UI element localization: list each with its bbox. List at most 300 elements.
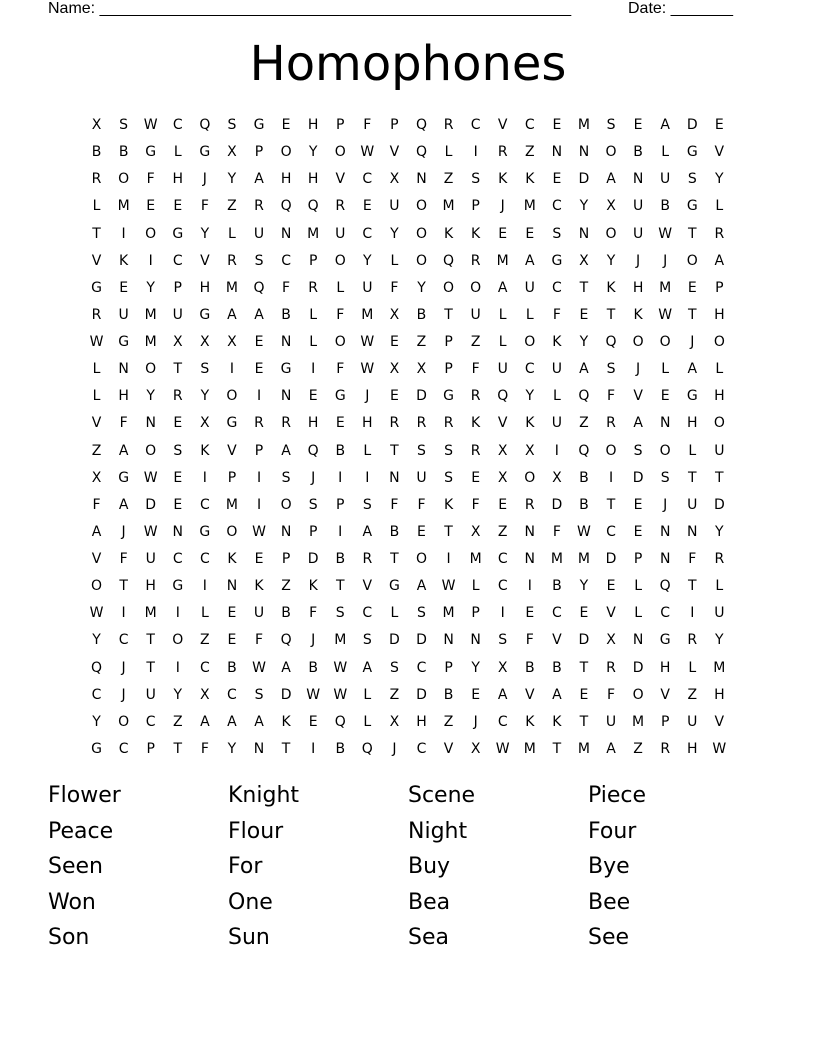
grid-letter: E [687,279,697,296]
grid-letter: M [523,198,536,215]
grid-letter: E [579,605,589,622]
grid-letter: M [334,632,347,649]
grid-letter: B [335,740,346,757]
grid-letter: V [552,632,562,649]
grid-letter: B [443,686,454,703]
grid-letter: E [714,117,724,133]
grid-letter: C [660,605,671,622]
grid-letter: M [307,225,320,242]
grid-letter: T [579,279,589,296]
grid-letter: G [686,198,698,215]
grid-letter: J [663,252,668,269]
grid-letter: Y [200,225,210,242]
grid-letter: E [498,496,508,513]
grid-letter: F [471,361,480,378]
grid-letter: U [362,279,373,296]
grid-letter: W [495,740,510,757]
grid-letter: N [659,415,671,432]
grid-letter: S [281,469,291,486]
grid-letter: W [333,686,348,703]
grid-letter: O [524,469,536,486]
grid-letter: I [446,551,451,567]
grid-letter: B [633,144,643,161]
grid-letter: N [145,415,156,432]
grid-letter: Z [443,713,454,730]
grid-letter: R [172,388,183,405]
grid-letter: T [579,659,589,676]
grid-letter: Y [363,252,372,269]
grid-letter: I [608,469,614,486]
grid-row [83,573,733,600]
grid-letter: W [143,117,158,133]
grid-letter: I [473,144,478,161]
grid-letter: P [444,659,453,676]
grid-letter: S [606,117,616,133]
grid-letter: Q [307,442,319,459]
grid-letter: O [415,252,427,269]
grid-letter: O [415,551,427,567]
grid-letter: H [714,306,725,323]
grid-letter: B [552,659,562,676]
grid-letter: O [713,415,725,432]
grid-letter: M [144,306,157,323]
grid-letter: R [660,740,671,757]
grid-letter: Y [579,578,589,595]
grid-letter: S [444,469,453,486]
grid-letter: H [686,415,698,432]
grid-letter: L [715,361,724,378]
grid-letter: V [606,605,616,622]
grid-row [83,275,733,302]
grid-letter: A [497,686,508,703]
grid-letter: O [632,334,644,350]
grid-letter: H [659,659,671,676]
grid-letter: O [605,442,617,459]
grid-letter: X [91,469,102,486]
grid-letter: X [470,740,481,757]
grid-letter: Z [281,578,291,595]
grid-letter: L [444,144,453,161]
grid-letter: W [143,469,158,486]
grid-letter: H [714,686,725,703]
grid-letter: C [118,740,129,757]
word-list-item: One [228,889,273,915]
grid-letter: R [91,306,102,323]
grid-letter: Q [280,198,292,215]
grid-letter: G [659,632,671,649]
grid-letter: W [89,605,104,622]
grid-letter: A [579,361,589,378]
grid-letter: U [551,361,562,378]
grid-letter: A [606,171,616,188]
grid-letter: X [227,144,237,161]
grid-letter: X [227,334,237,350]
grid-letter: I [148,252,153,269]
grid-letter: O [91,578,103,595]
grid-letter: N [226,578,238,595]
grid-letter: S [444,442,453,459]
grid-letter: S [173,442,183,459]
grid-letter: A [660,117,670,133]
grid-letter: S [308,496,318,513]
grid-letter: T [390,551,399,567]
grid-letter: T [390,442,399,459]
grid-letter: K [633,306,643,323]
grid-letter: Q [199,117,211,133]
grid-letter: H [118,388,129,405]
grid-letter: L [634,605,642,622]
grid-letter: H [307,117,319,133]
grid-letter: T [687,225,697,242]
grid-letter: V [714,713,725,730]
grid-letter: A [254,713,264,730]
grid-letter: F [200,198,209,215]
grid-row [83,438,733,465]
grid-letter: I [500,605,505,622]
grid-letter: P [660,713,670,730]
grid-letter: G [172,225,184,242]
grid-letter: W [306,686,321,703]
grid-row [83,546,733,573]
grid-letter: P [715,279,724,296]
grid-letter: A [254,306,264,323]
grid-letter: N [280,523,292,540]
grid-letter: J [311,469,316,486]
grid-letter: I [338,469,343,486]
grid-letter: S [254,686,264,703]
grid-letter: U [145,686,156,703]
grid-letter: B [308,659,318,676]
grid-letter: L [200,605,209,622]
page-title: Homophones [249,36,567,92]
grid-letter: O [334,334,346,350]
grid-letter: E [633,117,643,133]
grid-letter: T [173,361,183,378]
grid-letter: L [525,306,534,323]
grid-letter: M [225,496,238,513]
grid-letter: D [632,469,644,486]
grid-letter: S [417,442,426,459]
grid-letter: S [362,496,372,513]
grid-letter: I [311,740,316,757]
grid-letter: I [554,442,559,459]
grid-letter: B [416,306,427,323]
grid-letter: A [362,523,373,540]
grid-letter: E [552,171,562,188]
grid-letter: X [416,361,427,378]
grid-letter: F [552,306,561,323]
grid-letter: R [606,415,616,432]
grid-letter: B [227,659,237,676]
grid-letter: Y [146,388,155,405]
grid-letter: K [119,252,129,269]
grid-letter: A [416,578,427,595]
grid-letter: B [579,469,589,486]
grid-letter: E [552,117,562,133]
grid-letter: L [309,334,318,350]
grid-letter: A [525,252,535,269]
grid-letter: A [606,740,616,757]
grid-letter: P [444,334,453,350]
grid-letter: E [389,388,399,405]
grid-letter: R [227,252,237,269]
grid-letter: D [632,659,644,676]
grid-letter: N [389,469,400,486]
grid-letter: Q [578,388,590,405]
grid-letter: S [417,605,426,622]
grid-letter: N [578,225,590,242]
grid-letter: M [117,198,130,215]
grid-letter: G [280,361,292,378]
grid-letter: G [686,388,698,405]
grid-letter: F [417,496,426,513]
grid-letter: W [360,144,375,161]
word-list-item: Buy [408,854,451,879]
grid-letter: D [280,686,292,703]
grid-letter: E [119,279,129,296]
grid-letter: Z [227,198,237,215]
grid-letter: Z [497,523,508,540]
grid-letter: B [524,659,535,676]
grid-letter: O [118,713,130,730]
grid-letter: D [686,117,698,133]
grid-letter: F [200,740,209,757]
grid-letter: W [252,659,266,676]
grid-letter: D [605,551,617,567]
grid-row [83,627,733,654]
grid-letter: J [311,632,316,649]
grid-letter: M [632,713,645,730]
grid-letter: L [390,605,399,622]
grid-letter: U [497,361,508,378]
grid-letter: J [392,740,397,757]
grid-letter: W [360,334,375,350]
grid-letter: S [254,252,264,269]
grid-letter: E [525,605,535,622]
grid-letter: J [473,713,478,730]
grid-letter: K [606,279,616,296]
grid-letter: N [659,523,671,540]
grid-letter: K [281,713,291,730]
grid-letter: G [443,388,454,405]
grid-letter: R [443,117,454,133]
grid-letter: L [173,144,182,161]
grid-letter: U [416,469,427,486]
grid-letter: Z [443,171,454,188]
grid-letter: V [443,740,454,757]
grid-letter: Q [415,144,427,161]
grid-letter: T [606,496,616,513]
grid-letter: I [338,523,343,540]
grid-row [83,383,733,410]
grid-letter: V [714,144,725,161]
grid-letter: O [280,144,292,161]
grid-letter: C [362,225,373,242]
grid-letter: L [661,361,670,378]
grid-letter: E [173,198,183,215]
grid-letter: Q [497,388,509,405]
grid-letter: T [687,578,697,595]
grid-letter: K [552,334,562,350]
grid-letter: T [552,740,562,757]
grid-letter: D [578,171,590,188]
grid-letter: M [225,279,238,296]
grid-letter: L [92,361,101,378]
date-field-label: Date: _______ [628,0,733,17]
grid-letter: K [525,415,535,432]
grid-letter: B [660,198,670,215]
grid-letter: K [308,578,318,595]
grid-letter: L [715,198,724,215]
grid-letter: S [471,171,481,188]
grid-letter: Q [578,442,590,459]
grid-letter: D [713,496,725,513]
grid-letter: O [632,686,644,703]
grid-letter: L [715,578,724,595]
grid-letter: U [389,198,400,215]
grid-letter: F [119,415,128,432]
grid-letter: I [690,605,695,622]
grid-letter: G [334,388,346,405]
grid-row [83,492,733,519]
grid-letter: V [497,117,508,133]
grid-letter: E [362,198,372,215]
grid-letter: A [254,171,264,188]
grid-letter: O [118,171,130,188]
grid-letter: I [202,469,207,486]
grid-letter: M [144,605,157,622]
grid-letter: C [172,117,183,133]
grid-letter: X [389,361,400,378]
grid-letter: B [91,144,102,161]
letter-grid [83,112,733,762]
grid-letter: Y [308,144,318,161]
grid-letter: D [578,632,590,649]
grid-letter: D [145,496,157,513]
grid-letter: C [118,632,129,649]
grid-letter: C [524,361,535,378]
grid-letter: O [713,334,725,350]
grid-letter: V [389,144,400,161]
grid-letter: B [118,144,129,161]
grid-letter: Q [91,659,103,676]
grid-row [83,248,733,275]
grid-letter: U [687,496,698,513]
grid-letter: U [335,225,346,242]
grid-letter: M [361,306,374,323]
grid-letter: H [362,415,373,432]
grid-letter: C [145,713,156,730]
grid-letter: R [470,252,481,269]
grid-letter: L [228,225,236,242]
grid-letter: G [686,144,698,161]
grid-letter: Y [417,279,426,296]
grid-letter: C [362,605,373,622]
grid-letter: Y [715,632,724,649]
grid-row [83,709,733,736]
grid-letter: N [524,523,536,540]
grid-letter: F [282,279,291,296]
grid-letter: A [714,252,725,269]
grid-letter: O [145,361,157,378]
grid-letter: J [636,252,641,269]
grid-letter: D [389,632,400,649]
grid-letter: C [362,171,373,188]
grid-letter: A [227,306,237,323]
grid-letter: M [577,551,590,567]
grid-letter: X [389,306,400,323]
grid-letter: M [442,198,455,215]
grid-letter: B [281,605,291,622]
word-list-item: Bea [408,889,451,915]
grid-letter: U [714,605,725,622]
grid-letter: Y [579,198,589,215]
grid-letter: Z [389,686,400,703]
grid-letter: Q [361,740,373,757]
grid-letter: G [145,144,157,161]
grid-letter: E [389,334,399,350]
grid-letter: C [551,279,562,296]
grid-letter: R [443,415,454,432]
grid-letter: V [91,415,102,432]
grid-row [83,356,733,383]
grid-letter: N [118,361,129,378]
grid-letter: S [119,117,129,133]
grid-letter: I [311,361,316,378]
grid-letter: I [229,361,234,378]
grid-letter: S [335,605,345,622]
grid-letter: S [633,442,643,459]
grid-letter: L [92,388,101,405]
grid-letter: Q [659,578,671,595]
grid-letter: Z [579,415,589,432]
grid-row [83,112,733,139]
grid-letter: M [713,659,726,676]
grid-letter: L [336,279,345,296]
worksheet-header [48,0,748,22]
grid-letter: Z [470,334,481,350]
grid-letter: A [552,686,562,703]
word-list-item: Night [408,818,468,844]
grid-letter: E [173,469,183,486]
grid-letter: T [281,740,291,757]
grid-letter: I [202,578,207,595]
grid-letter: X [497,442,508,459]
grid-letter: X [524,442,535,459]
grid-letter: S [660,469,670,486]
grid-letter: P [146,740,155,757]
word-list-item: Peace [48,818,114,844]
grid-letter: B [335,551,346,567]
grid-letter: O [659,334,671,350]
grid-letter: P [254,442,264,459]
grid-letter: F [119,551,128,567]
grid-letter: H [307,415,319,432]
grid-letter: J [202,171,207,188]
grid-letter: J [500,198,505,215]
grid-row [83,736,733,763]
grid-letter: I [256,388,262,405]
grid-row [83,166,733,193]
grid-letter: E [227,632,237,649]
grid-letter: Q [334,713,346,730]
grid-letter: Q [307,198,319,215]
word-list-item: Bee [588,889,631,915]
grid-letter: Q [443,252,455,269]
grid-letter: S [498,632,508,649]
grid-letter: E [471,469,481,486]
grid-letter: X [497,469,508,486]
